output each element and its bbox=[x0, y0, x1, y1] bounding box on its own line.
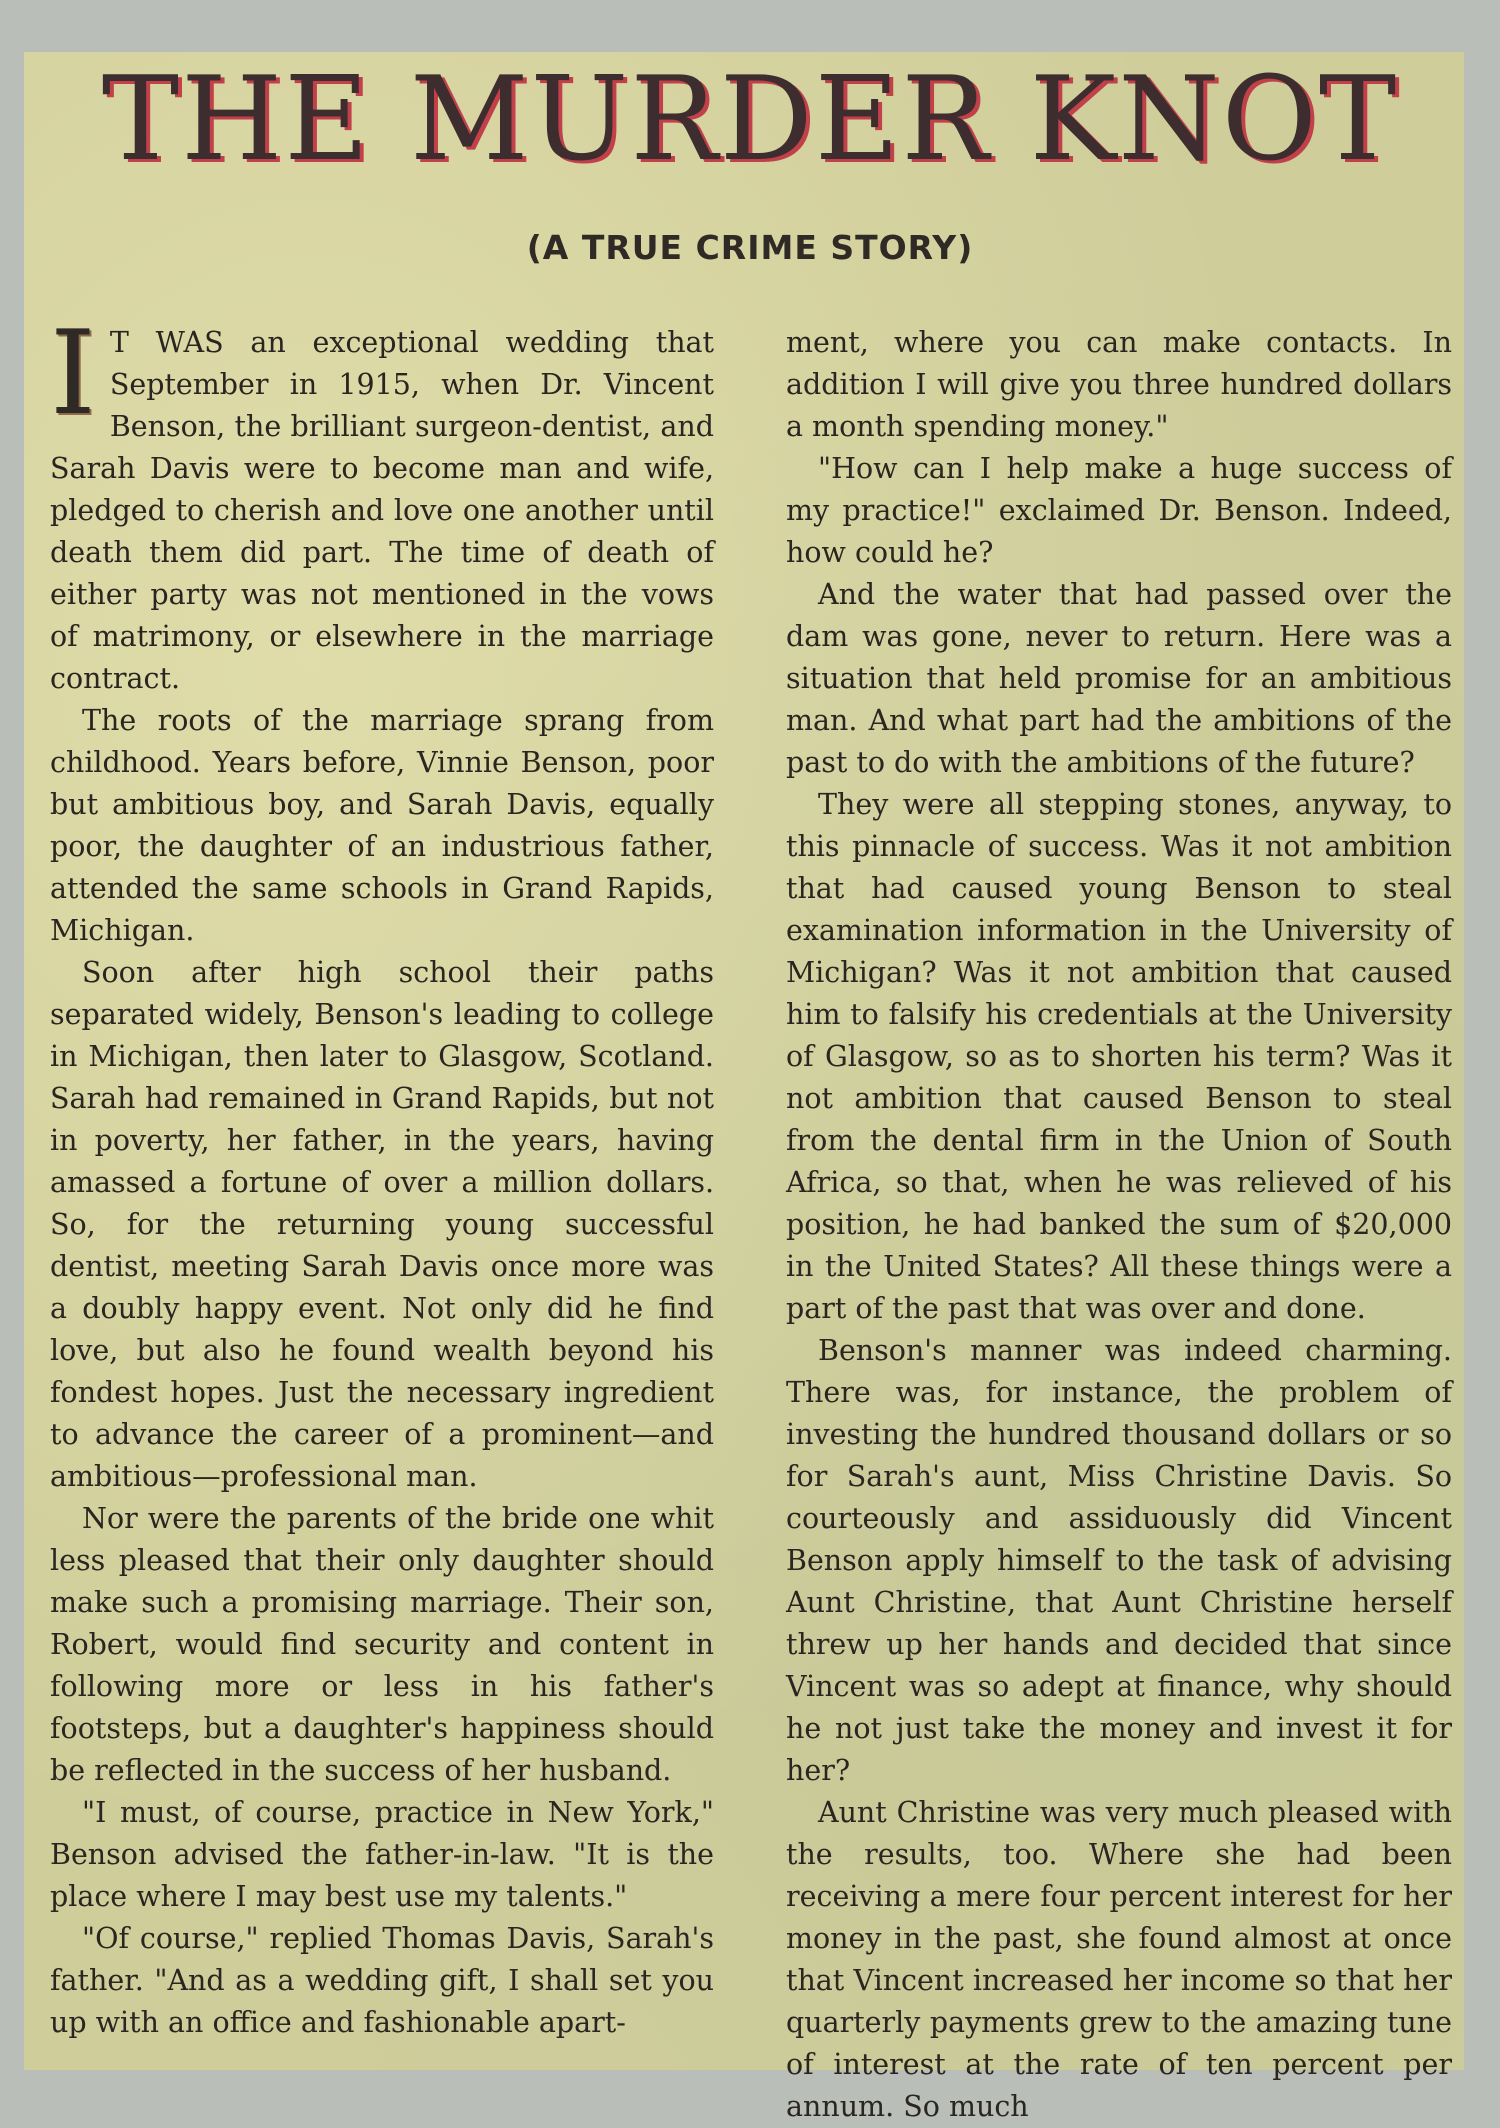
paragraph: And the water that had passed over the dam was gone, never to return. Here was a situation that held promise for an ambitious man. And what part had the ambitions of the past to do with the ambitions of the future? bbox=[786, 578, 1452, 779]
article-subtitle: (A TRUE CRIME STORY) bbox=[526, 228, 974, 267]
paragraph-text: T WAS an exceptional wedding that September in 1915, when Dr. Vincent Benson, the brilliant surgeon-dentist, and Sarah Davis were to become man and wife, pledged to cherish and love one another until death them did part. The time of death of either party was not mentioned in the vows of matrimony, or elsewhere in the marriage contract. bbox=[50, 326, 714, 695]
paragraph: Aunt Christine was very much pleased with the results, too. Where she had been receiving a mere four percent interest for her money in the past, she found almost at once that Vincent increased her income so that her quarterly payments grew to the amazing tune of interest at the rate of ten percent per annum. So much bbox=[786, 1796, 1452, 2123]
paragraph: "I must, of course, practice in New York," Benson advised the father-in-law. "It is the place where I may best use my talents." bbox=[50, 1796, 714, 1913]
paragraph: "How can I help make a huge success of my practice!" exclaimed Dr. Benson. Indeed, how could he? bbox=[786, 452, 1452, 569]
drop-cap: I bbox=[50, 306, 96, 441]
paragraph: Soon after high school their paths separated widely, Benson's leading to college in Michigan, then later to Glasgow, Scotland. Sarah had remained in Grand Rapids, but not in poverty, her father, in the years, having amassed a fortune of over a million dollars. So, for the returning young successful dentist, meeting Sarah Davis once more was a doubly happy event. Not only did he find love, but also he found wealth beyond his fondest hopes. Just the necessary ingredient to advance the career of a prominent—and ambitious—professional man. bbox=[50, 956, 714, 1493]
paragraph: They were all stepping stones, anyway, to this pinnacle of success. Was it not ambition that had caused young Benson to steal examination information in the University of Michigan? Was it not ambition that caused him to falsify his credentials at the University of Glasgow, so as to shorten his term? Was it not ambition that caused Benson to steal from the dental firm in the Union of South Africa, so that, when he was relieved of his position, he had banked the sum of $20,000 in the United States? All these things were a part of the past that was over and done. bbox=[786, 788, 1452, 1325]
paragraph: Nor were the parents of the bride one whit less pleased that their only daughter should make such a promising marriage. Their son, Robert, would find security and content in following more or less in his father's footsteps, but a daughter's happiness should be reflected in the success of her husband. bbox=[50, 1502, 714, 1787]
paragraph: Benson's manner was indeed charming. There was, for instance, the problem of investing the hundred thousand dollars or so for Sarah's aunt, Miss Christine Davis. So courteously and assiduously did Vincent Benson apply himself to the task of advising Aunt Christine, that Aunt Christine herself threw up her hands and decided that since Vincent was so adept at finance, why should he not just take the money and invest it for her? bbox=[786, 1334, 1452, 1787]
paragraph: ment, where you can make contacts. In addition I will give you three hundred dollars a month spending money." bbox=[786, 326, 1452, 443]
right-column bbox=[786, 322, 1452, 2128]
left-column bbox=[50, 306, 714, 2044]
paragraph: The roots of the marriage sprang from childhood. Years before, Vinnie Benson, poor but ambitious boy, and Sarah Davis, equally poor, the daughter of an industrious father, attended the same schools in Grand Rapids, Michigan. bbox=[50, 704, 714, 947]
paragraph: "Of course," replied Thomas Davis, Sarah's father. "And as a wedding gift, I shall set you up with an office and fashionable apart- bbox=[50, 1922, 714, 2039]
article-title: THE MURDER KNOT bbox=[101, 52, 1399, 187]
paragraph bbox=[50, 306, 714, 700]
